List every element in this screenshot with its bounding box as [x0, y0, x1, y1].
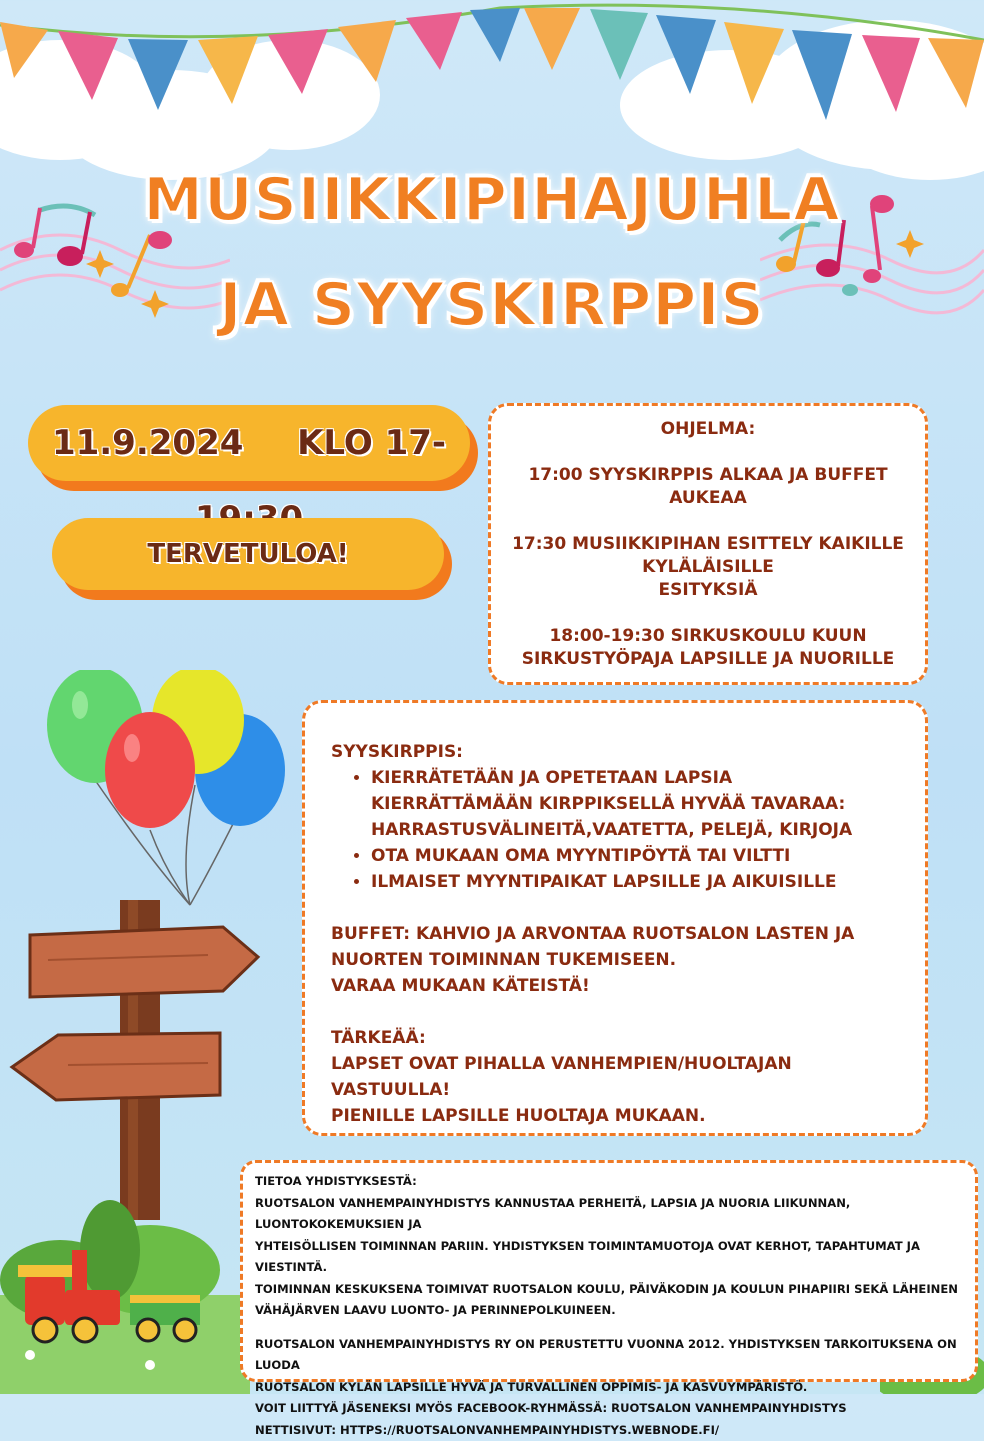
about-line: TOIMINNAN KESKUKSENA TOIMIVAT RUOTSALON KOULU, PÄIVÄKODIN JA KOULUN PIHAPIIRI SEKÄ LÄHEINEN	[255, 1279, 965, 1301]
buffet-line: NUORTEN TOIMINNAN TUKEMISEEN.	[331, 947, 905, 973]
flea-bullet-list	[345, 765, 905, 895]
bunting-flags	[0, 0, 984, 150]
flea-bullet: • KIERRÄTETÄÄN JA OPETETAAN LAPSIA KIERRÄTTÄMÄÄN KIRPPIKSELLÄ HYVÄÄ TAVARAA: HARRASTUSVÄLINEITÄ,VAATETTA, PELEJÄ, KIRJOJA	[371, 765, 905, 843]
flea-market-box	[302, 700, 928, 1136]
about-heading: TIETOA YHDISTYKSESTÄ:	[255, 1171, 965, 1193]
about-line: VÄHÄJÄRVEN LAAVU LUONTO- JA PERINNEPOLKUINEEN.	[255, 1300, 965, 1322]
important-heading: TÄRKEÄÄ:	[331, 1025, 905, 1051]
flea-heading: SYYSKIRPPIS:	[331, 739, 905, 765]
balloons-illustration	[40, 670, 300, 910]
title-line-1: MUSIIKKIPIHAJUHLA	[0, 165, 984, 235]
title-line-2: JA SYYSKIRPPIS	[0, 270, 984, 340]
flea-bullet: • OTA MUKAAN OMA MYYNTIPÖYTÄ TAI VILTTI	[371, 843, 905, 869]
buffet-line: BUFFET: KAHVIO JA ARVONTAA RUOTSALON LASTEN JA	[331, 921, 905, 947]
program-heading: OHJELMA:	[491, 418, 925, 441]
website-link[interactable]: NETTISIVUT: HTTPS://RUOTSALONVANHEMPAINYHDISTYS.WEBNODE.FI/	[255, 1420, 965, 1441]
about-line: RUOTSALON VANHEMPAINYHDISTYS RY ON PERUSTETTU VUONNA 2012. YHDISTYKSEN TARKOITUKSENA ON LUODA	[255, 1334, 965, 1377]
important-line: LAPSET OVAT PIHALLA VANHEMPIEN/HUOLTAJAN VASTUULLA!	[331, 1051, 905, 1103]
program-box	[488, 403, 928, 685]
welcome-pill	[52, 518, 444, 590]
about-line: RUOTSALON KYLÄN LAPSILLE HYVÄ JA TURVALLINEN OPPIMIS- JA KASVUYMPÄRISTÖ.	[255, 1377, 965, 1399]
program-item: 17:00 SYYSKIRPPIS ALKAA JA BUFFET AUKEAA	[491, 464, 925, 510]
about-line: YHTEISÖLLISEN TOIMINNAN PARIIN. YHDISTYKSEN TOIMINTAMUOTOJA OVAT KERHOT, TAPAHTUMAT JA VIESTINTÄ.	[255, 1236, 965, 1279]
about-association-box	[240, 1160, 978, 1382]
about-line: RUOTSALON VANHEMPAINYHDISTYS KANNUSTAA PERHEITÄ, LAPSIA JA NUORIA LIIKUNNAN, LUONTOKOKEMUKSIEN JA	[255, 1193, 965, 1236]
important-line: PIENILLE LAPSILLE HUOLTAJA MUKAAN.	[331, 1103, 905, 1129]
program-item: 18:00-19:30 SIRKUSKOULU KUUN SIRKUSTYÖPAJA LAPSILLE JA NUORILLE	[491, 625, 925, 671]
flea-bullet: • ILMAISET MYYNTIPAIKAT LAPSILLE JA AIKUISILLE	[371, 869, 905, 895]
grass-and-train	[0, 1150, 250, 1394]
date-time-pill	[28, 405, 470, 481]
event-time: KLO 17-	[195, 423, 446, 539]
about-line: VOIT LIITTYÄ JÄSENEKSI MYÖS FACEBOOK-RYHMÄSSÄ: RUOTSALON VANHEMPAINYHDISTYS	[255, 1398, 965, 1420]
buffet-line: VARAA MUKAAN KÄTEISTÄ!	[331, 973, 905, 999]
event-date: 11.9.2024	[52, 423, 243, 463]
program-item: 17:30 MUSIIKKIPIHAN ESITTELY KAIKILLE KYLÄLÄISILLE ESITYKSIÄ	[491, 533, 925, 602]
welcome-text: TERVETULOA!	[147, 539, 348, 569]
